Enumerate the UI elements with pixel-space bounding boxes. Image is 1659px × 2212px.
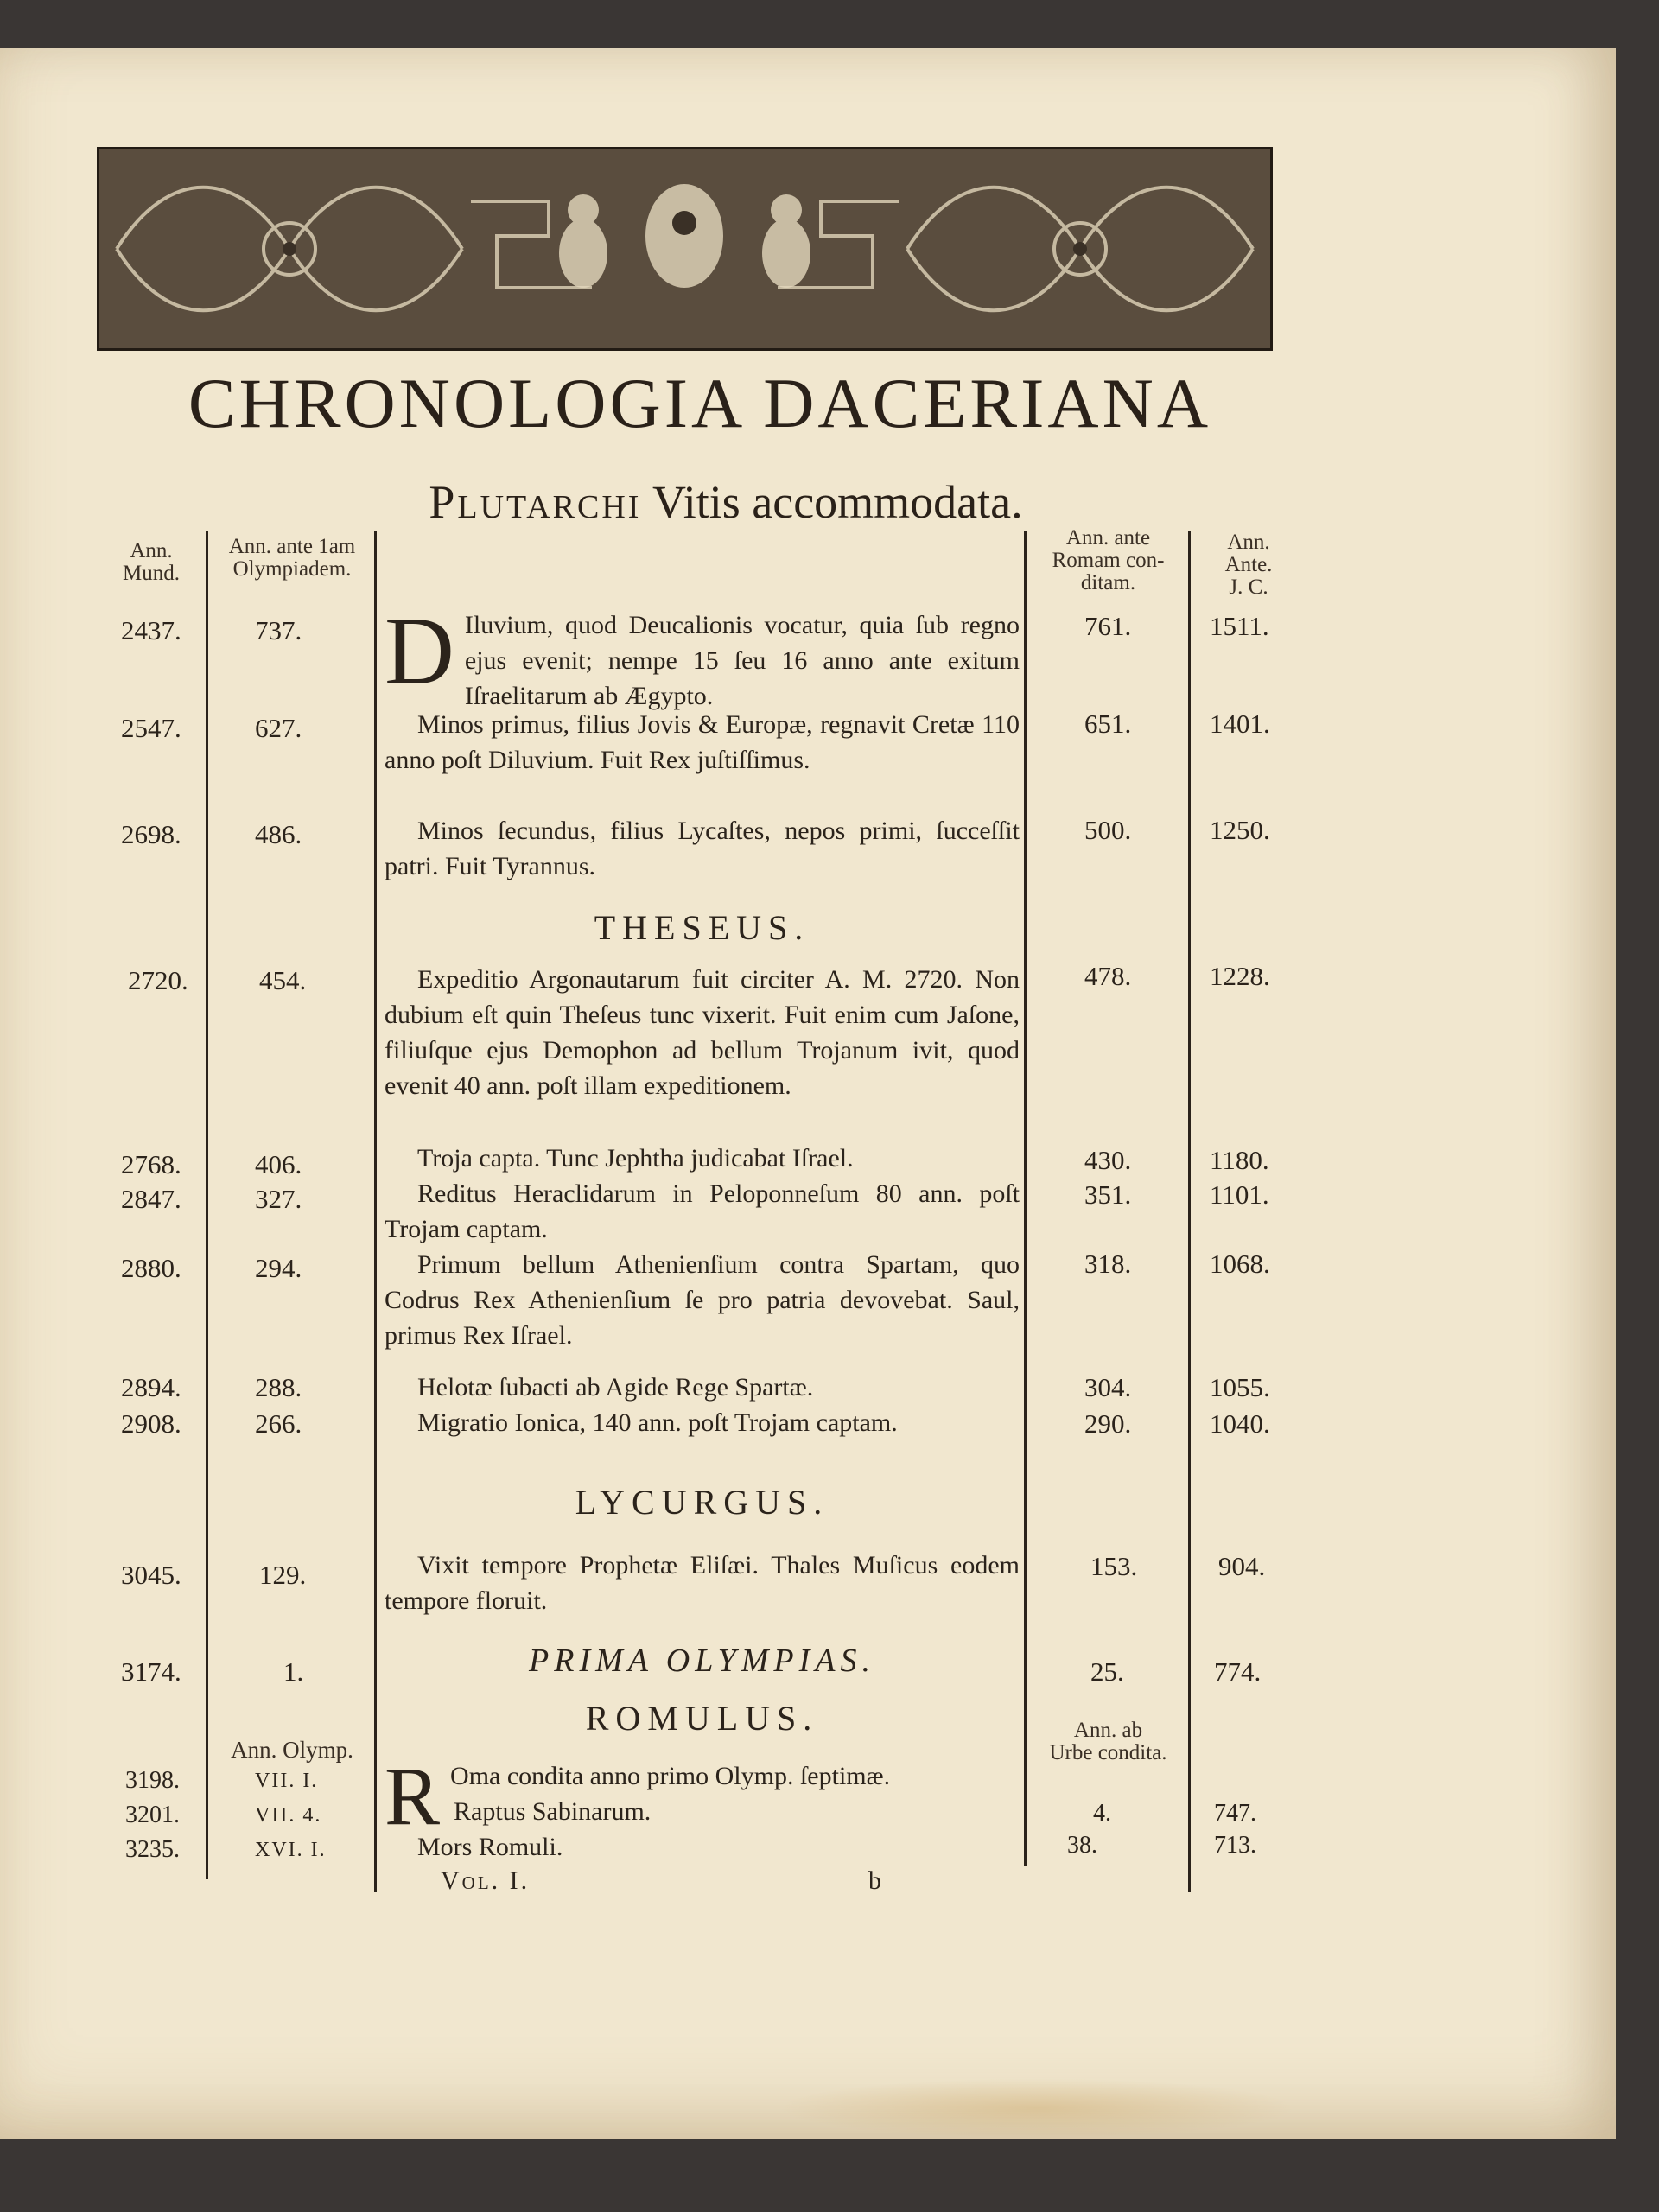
ornamental-headpiece (97, 147, 1273, 351)
entry-text: R Oma condita anno primo Olymp. ſeptimæ. (385, 1750, 891, 1842)
year-ante-olymp: 1. (283, 1656, 304, 1687)
year-ante-jc: 1250. (1210, 815, 1270, 845)
column-rule (1188, 531, 1191, 1892)
year-mundi: 2698. (121, 819, 181, 849)
prima-olympias-heading: PRIMA OLYMPIAS. (529, 1643, 875, 1679)
year-ante-jc: 1511. (1210, 611, 1269, 641)
year-ante-olymp: 327. (255, 1184, 302, 1214)
year-mundi: 2894. (121, 1372, 181, 1402)
year-ante-jc: 1228. (1210, 961, 1270, 991)
header-ann-mund: Ann. Mund. (123, 539, 180, 585)
entry-text: Minos ſecundus, filius Lycaſtes, nepos primi, ſucceſſit patri. Fuit Tyrannus. (385, 817, 1020, 880)
year-mundi: 3235. (125, 1836, 180, 1863)
year-mundi: 2880. (121, 1253, 181, 1283)
year-ante-olymp: 627. (255, 713, 302, 743)
column-rule (374, 531, 377, 1892)
year-mundi: 2720. (128, 965, 188, 995)
year-ante-olymp: 294. (255, 1253, 302, 1283)
entry-text: Mors Romuli. (417, 1833, 563, 1861)
header-ann-olymp-2: Ann. Olymp. (231, 1737, 353, 1763)
header-ann-olymp: Ann. ante 1am Olympiadem. (228, 535, 356, 581)
year-ante-jc: 713. (1214, 1832, 1256, 1859)
book-page (0, 48, 1616, 2139)
year-ante-jc: 1101. (1210, 1179, 1269, 1210)
drop-capital: R (385, 1750, 441, 1842)
year-ante-olymp: 288. (255, 1372, 302, 1402)
section-heading-lycurgus: LYCURGUS. (575, 1483, 830, 1522)
year-ante-romam: 304. (1084, 1372, 1132, 1402)
year-ab-urbe: 38. (1067, 1832, 1097, 1859)
year-mundi: 2547. (121, 713, 181, 743)
year-ante-jc: 1055. (1210, 1372, 1270, 1402)
volume-label: Vol. I. (441, 1866, 531, 1895)
year-olymp: XVI. I. (255, 1839, 327, 1861)
signature-mark: b (868, 1866, 881, 1895)
section-heading-romulus: ROMULUS. (585, 1699, 819, 1738)
year-ante-olymp: 406. (255, 1149, 302, 1179)
column-rule (206, 531, 208, 1879)
column-rule (1024, 531, 1027, 1866)
entry-text: Vixit tempore Prophetæ Eliſæi. Thales Muſicus eodem tempore floruit. (385, 1551, 1020, 1615)
year-olymp: VII. I. (255, 1770, 319, 1792)
header-ann-romam: Ann. ante Romam con- ditam. (1052, 526, 1165, 594)
year-mundi: 3174. (121, 1656, 181, 1687)
entry-text: Reditus Heraclidarum in Peloponneſum 80 ann. poſt Trojam captam. (385, 1179, 1020, 1243)
year-ab-urbe: 4. (1093, 1800, 1111, 1827)
entry-text: Raptus Sabinarum. (454, 1797, 652, 1826)
subtitle-smallcaps: Plutarchi (429, 476, 642, 528)
year-mundi: 2768. (121, 1149, 181, 1179)
year-ante-olymp: 454. (259, 965, 307, 995)
drop-capital: D (385, 598, 454, 705)
entry-text: Helotæ ſubacti ab Agide Rege Spartæ. (417, 1373, 814, 1402)
year-ante-romam: 351. (1084, 1179, 1132, 1210)
entry-text: Expeditio Argonautarum fuit circiter A. M. 2720. Non dubium eſt quin Theſeus tunc vixerit. Fuit enim cum Jaſone, filiuſque ejus Demophon ad bellum Trojanum ivit, quod evenit 40 ann. poſt illam expeditionem. (385, 965, 1020, 1100)
header-ann-jc: Ann. Ante. J. C. (1224, 531, 1273, 599)
year-ante-olymp: 266. (255, 1408, 302, 1439)
entry-text: Troja capta. Tunc Jephtha judicabat Iſrael. (417, 1144, 854, 1173)
page-subtitle (259, 475, 1192, 529)
year-mundi: 2847. (121, 1184, 181, 1214)
year-ante-romam: 290. (1084, 1408, 1132, 1439)
year-ante-romam: 651. (1084, 709, 1132, 739)
entry-text: Minos primus, filius Jovis & Europæ, regnavit Cretæ 110 anno poſt Diluvium. Fuit Rex juſtiſſimus. (385, 710, 1020, 774)
entry-text: D Iluvium, quod Deucalionis vocatur, quia ſub regno ejus evenit; nempe 15 ſeu 16 anno ante exitum Iſraelitarum ab Ægypto. (385, 598, 1020, 710)
year-ante-romam: 25. (1090, 1656, 1124, 1687)
year-mundi: 3045. (121, 1560, 181, 1590)
entry-text: Migratio Ionica, 140 ann. poſt Trojam captam. (417, 1408, 898, 1437)
page-title: CHRONOLOGIA DACERIANA (188, 364, 1212, 442)
year-mundi: 3201. (125, 1802, 180, 1828)
year-ante-jc: 774. (1214, 1656, 1262, 1687)
year-ante-jc: 747. (1214, 1800, 1256, 1827)
year-ante-romam: 500. (1084, 815, 1132, 845)
section-heading-theseus: THESEUS. (594, 908, 810, 947)
header-ann-ab-urbe: Ann. ab Urbe condita. (1049, 1719, 1167, 1764)
year-ante-jc: 1401. (1210, 709, 1270, 739)
year-ante-romam: 153. (1090, 1551, 1138, 1581)
subtitle-rest: Vitis accommodata. (652, 476, 1023, 528)
year-ante-olymp: 129. (259, 1560, 307, 1590)
year-ante-romam: 761. (1084, 611, 1132, 641)
year-ante-jc: 1040. (1210, 1408, 1270, 1439)
year-mundi: 2908. (121, 1408, 181, 1439)
year-mundi: 3198. (125, 1767, 180, 1794)
woodcut-ornament-icon (99, 149, 1270, 348)
year-ante-jc: 904. (1218, 1551, 1266, 1581)
year-ante-jc: 1180. (1210, 1145, 1269, 1175)
year-ante-romam: 318. (1084, 1249, 1132, 1279)
year-ante-romam: 478. (1084, 961, 1132, 991)
year-ante-olymp: 737. (255, 615, 302, 645)
entry-text: Primum bellum Athenienſium contra Spartam, quo Codrus Rex Athenienſium ſe pro patria devovebat. Saul, primus Rex Iſrael. (385, 1250, 1020, 1350)
year-olymp: VII. 4. (255, 1804, 322, 1827)
year-ante-olymp: 486. (255, 819, 302, 849)
year-ante-romam: 430. (1084, 1145, 1132, 1175)
year-mundi: 2437. (121, 615, 181, 645)
year-ante-jc: 1068. (1210, 1249, 1270, 1279)
